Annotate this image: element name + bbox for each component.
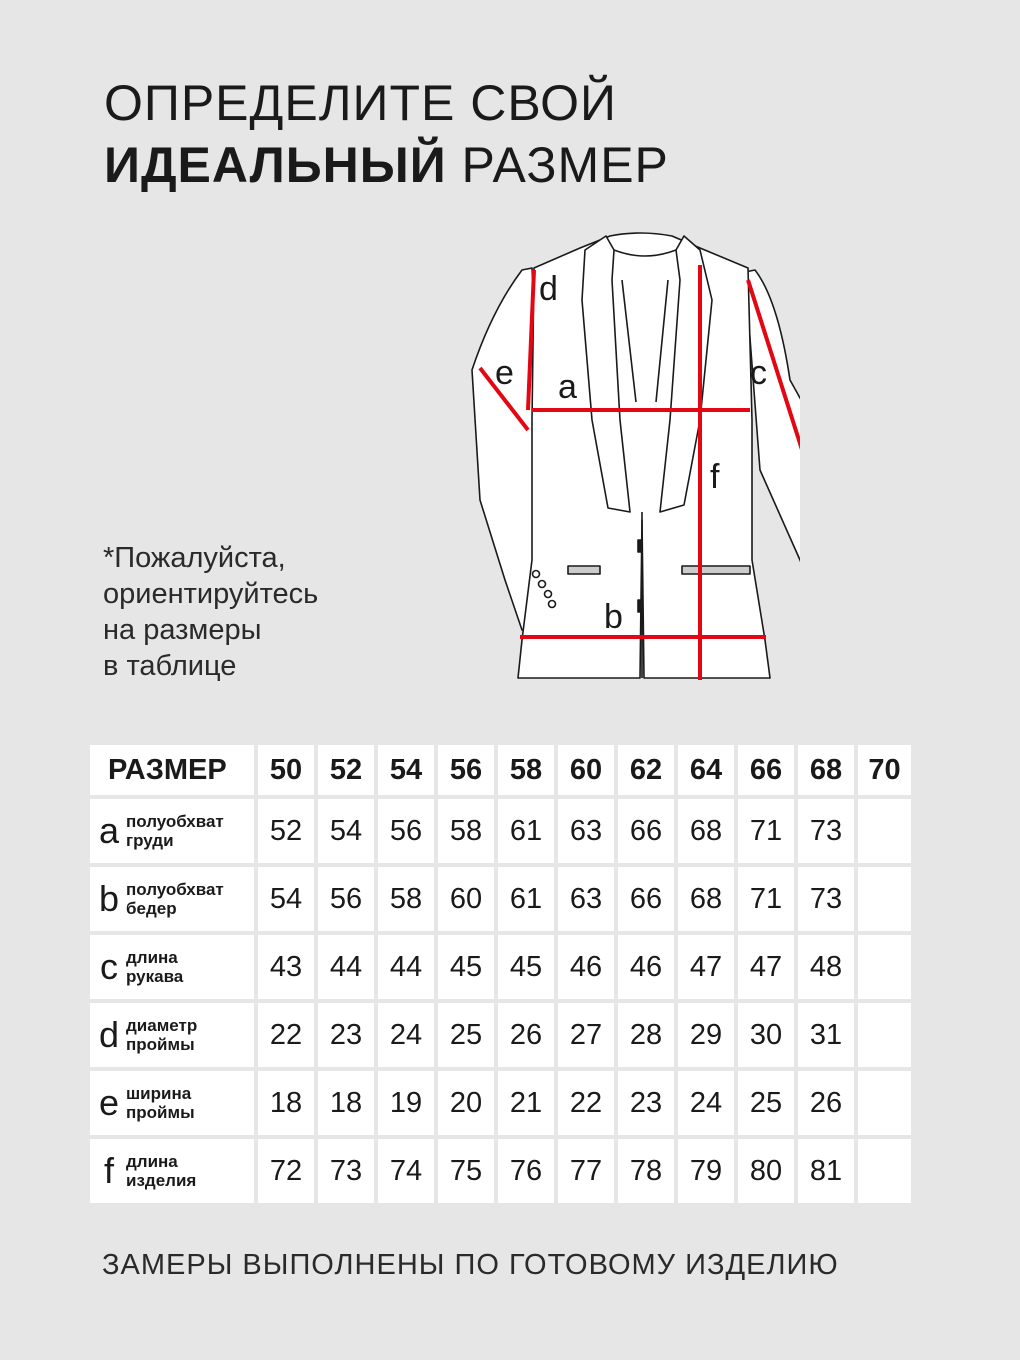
row-desc-line: полуобхват bbox=[126, 812, 224, 831]
row-desc-line: груди bbox=[126, 831, 174, 850]
table-cell: 43 bbox=[258, 935, 314, 999]
table-cell: 60 bbox=[438, 867, 494, 931]
table-cell: 46 bbox=[558, 935, 614, 999]
row-letter: a bbox=[98, 810, 120, 851]
table-row bbox=[90, 935, 911, 999]
note-line: *Пожалуйста, bbox=[103, 542, 286, 574]
table-cell bbox=[858, 867, 911, 931]
row-label bbox=[90, 867, 254, 931]
table-cell: 21 bbox=[498, 1071, 554, 1135]
row-description bbox=[126, 880, 224, 918]
size-header-cell: 68 bbox=[798, 745, 854, 795]
table-cell: 66 bbox=[618, 867, 674, 931]
diagram-label-e: e bbox=[495, 354, 514, 392]
table-cell: 25 bbox=[438, 1003, 494, 1067]
table-cell: 29 bbox=[678, 1003, 734, 1067]
table-cell: 22 bbox=[558, 1071, 614, 1135]
row-letter: c bbox=[100, 946, 118, 987]
table-cell: 23 bbox=[618, 1071, 674, 1135]
table-cell: 77 bbox=[558, 1139, 614, 1203]
size-header-cell: 54 bbox=[378, 745, 434, 795]
diagram-label-c: c bbox=[750, 354, 767, 392]
size-header-cell: 62 bbox=[618, 745, 674, 795]
jacket-outline bbox=[472, 233, 800, 678]
table-cell: 72 bbox=[258, 1139, 314, 1203]
row-description bbox=[126, 1152, 196, 1190]
row-desc-line: бедер bbox=[126, 899, 177, 918]
table-cell bbox=[858, 1003, 911, 1067]
diagram-label-f: f bbox=[710, 458, 720, 496]
title-bold: ИДЕАЛЬНЫЙ bbox=[104, 137, 447, 193]
size-header-label: РАЗМЕР bbox=[90, 745, 254, 795]
table-cell: 71 bbox=[738, 867, 794, 931]
size-header-row bbox=[90, 745, 911, 795]
row-label-wrap bbox=[90, 948, 254, 986]
size-note bbox=[103, 540, 318, 684]
row-letter: d bbox=[98, 1014, 120, 1055]
table-cell: 54 bbox=[258, 867, 314, 931]
row-desc-line: изделия bbox=[126, 1171, 197, 1190]
table-cell bbox=[858, 1071, 911, 1135]
table-row bbox=[90, 867, 911, 931]
table-cell: 78 bbox=[618, 1139, 674, 1203]
row-description bbox=[126, 1084, 195, 1122]
diagram-label-b: b bbox=[604, 598, 623, 636]
table-cell bbox=[858, 1139, 911, 1203]
row-description bbox=[126, 812, 224, 850]
table-cell: 45 bbox=[498, 935, 554, 999]
row-desc-line: проймы bbox=[126, 1103, 195, 1122]
size-header-cell: 56 bbox=[438, 745, 494, 795]
table-cell: 24 bbox=[378, 1003, 434, 1067]
table-cell: 75 bbox=[438, 1139, 494, 1203]
table-row bbox=[90, 799, 911, 863]
table-cell: 63 bbox=[558, 867, 614, 931]
table-row bbox=[90, 1003, 911, 1067]
table-cell: 28 bbox=[618, 1003, 674, 1067]
table-cell: 71 bbox=[738, 799, 794, 863]
table-cell: 24 bbox=[678, 1071, 734, 1135]
table-cell: 26 bbox=[798, 1071, 854, 1135]
table-cell: 80 bbox=[738, 1139, 794, 1203]
row-label-wrap bbox=[90, 1084, 254, 1122]
row-label-wrap bbox=[90, 1016, 254, 1054]
row-letter: f bbox=[103, 1150, 114, 1191]
footer-note: ЗАМЕРЫ ВЫПОЛНЕНЫ ПО ГОТОВОМУ ИЗДЕЛИЮ bbox=[102, 1249, 839, 1281]
table-cell: 73 bbox=[798, 867, 854, 931]
row-label bbox=[90, 935, 254, 999]
table-cell: 26 bbox=[498, 1003, 554, 1067]
title-line-1: ОПРЕДЕЛИТЕ СВОЙ bbox=[104, 75, 617, 131]
table-row bbox=[90, 1139, 911, 1203]
row-desc-line: длина bbox=[126, 948, 178, 967]
table-cell: 45 bbox=[438, 935, 494, 999]
size-header-cell: 64 bbox=[678, 745, 734, 795]
table-cell: 44 bbox=[378, 935, 434, 999]
table-cell: 22 bbox=[258, 1003, 314, 1067]
table-cell: 27 bbox=[558, 1003, 614, 1067]
row-desc-line: проймы bbox=[126, 1035, 195, 1054]
table-cell: 31 bbox=[798, 1003, 854, 1067]
table-cell: 79 bbox=[678, 1139, 734, 1203]
table-cell: 63 bbox=[558, 799, 614, 863]
table-cell: 30 bbox=[738, 1003, 794, 1067]
note-line: на размеры bbox=[103, 614, 262, 646]
row-label-wrap bbox=[90, 1152, 254, 1190]
table-cell: 74 bbox=[378, 1139, 434, 1203]
row-description bbox=[126, 948, 183, 986]
size-header-cell: 66 bbox=[738, 745, 794, 795]
note-line: ориентируйтесь bbox=[103, 578, 319, 610]
size-header-cell: 60 bbox=[558, 745, 614, 795]
table-cell: 68 bbox=[678, 867, 734, 931]
row-desc-line: диаметр bbox=[126, 1016, 198, 1035]
jacket-diagram bbox=[460, 228, 800, 688]
table-cell: 47 bbox=[738, 935, 794, 999]
row-letter: b bbox=[98, 878, 120, 919]
row-desc-line: ширина bbox=[126, 1084, 192, 1103]
table-cell bbox=[858, 799, 911, 863]
table-cell: 47 bbox=[678, 935, 734, 999]
note-line: в таблице bbox=[103, 650, 237, 682]
table-cell: 68 bbox=[678, 799, 734, 863]
table-cell: 73 bbox=[318, 1139, 374, 1203]
diagram-label-a: a bbox=[558, 368, 577, 406]
table-cell: 58 bbox=[378, 867, 434, 931]
table-cell: 58 bbox=[438, 799, 494, 863]
table-cell: 23 bbox=[318, 1003, 374, 1067]
table-cell: 18 bbox=[258, 1071, 314, 1135]
size-table bbox=[86, 741, 915, 1207]
title-line-2 bbox=[104, 134, 669, 196]
table-cell: 48 bbox=[798, 935, 854, 999]
table-cell: 76 bbox=[498, 1139, 554, 1203]
table-cell: 46 bbox=[618, 935, 674, 999]
table-cell: 44 bbox=[318, 935, 374, 999]
table-cell: 52 bbox=[258, 799, 314, 863]
diagram-label-d: d bbox=[539, 270, 558, 308]
row-description bbox=[126, 1016, 197, 1054]
page-title bbox=[104, 72, 669, 196]
size-header-cell: 70 bbox=[858, 745, 911, 795]
row-desc-line: рукава bbox=[126, 967, 184, 986]
table-cell: 73 bbox=[798, 799, 854, 863]
size-header-cell: 52 bbox=[318, 745, 374, 795]
row-label bbox=[90, 1071, 254, 1135]
size-header-cell: 50 bbox=[258, 745, 314, 795]
row-label bbox=[90, 1003, 254, 1067]
table-cell: 81 bbox=[798, 1139, 854, 1203]
table-cell: 20 bbox=[438, 1071, 494, 1135]
size-header-cell: 58 bbox=[498, 745, 554, 795]
table-cell: 61 bbox=[498, 867, 554, 931]
row-label bbox=[90, 1139, 254, 1203]
row-desc-line: длина bbox=[126, 1152, 178, 1171]
table-cell: 56 bbox=[318, 867, 374, 931]
table-cell: 19 bbox=[378, 1071, 434, 1135]
row-label bbox=[90, 799, 254, 863]
table-cell bbox=[858, 935, 911, 999]
title-rest: РАЗМЕР bbox=[446, 137, 669, 193]
row-label-wrap bbox=[90, 812, 254, 850]
table-cell: 56 bbox=[378, 799, 434, 863]
row-letter: e bbox=[98, 1082, 120, 1123]
table-cell: 54 bbox=[318, 799, 374, 863]
table-row bbox=[90, 1071, 911, 1135]
table-cell: 66 bbox=[618, 799, 674, 863]
table-cell: 18 bbox=[318, 1071, 374, 1135]
row-label-wrap bbox=[90, 880, 254, 918]
row-desc-line: полуобхват bbox=[126, 880, 224, 899]
table-cell: 25 bbox=[738, 1071, 794, 1135]
table-cell: 61 bbox=[498, 799, 554, 863]
